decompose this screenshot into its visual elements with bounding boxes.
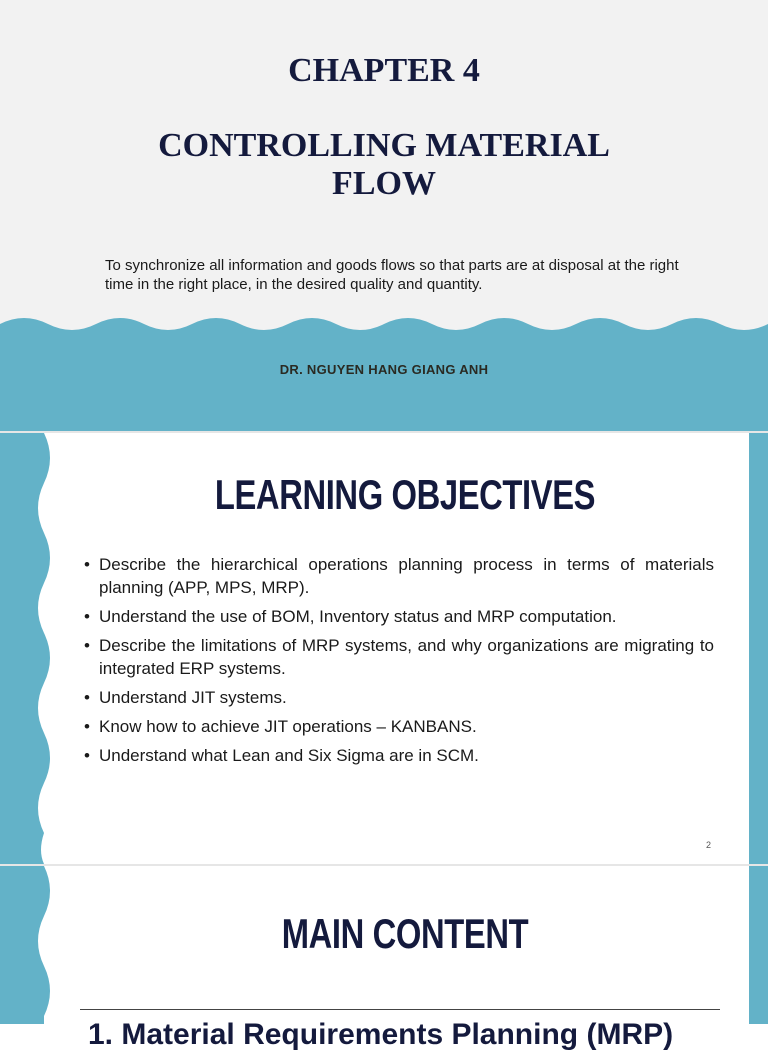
title-slide [0,0,768,431]
chapter-title-line1: CONTROLLING MATERIAL [158,127,610,164]
objectives-slide [0,433,768,864]
list-item [84,634,714,680]
objective-text: Understand JIT systems. [99,688,287,707]
chapter-title-line2: FLOW [332,165,436,202]
objective-text: Know how to achieve JIT operations – KANBANS. [99,717,477,736]
objective-text: Understand the use of BOM, Inventory status and MRP computation. [99,607,617,626]
bullet-icon: • [84,746,90,765]
list-item [84,605,714,628]
chapter-subtitle: To synchronize all information and goods flows so that parts are at disposal at the right time in the right place, in the desired quality and quantity. [105,257,679,293]
list-item [84,744,714,767]
list-item [84,553,714,599]
bullet-icon: • [84,555,90,574]
side-wave-decoration [0,866,60,1024]
objective-text: Describe the limitations of MRP systems, and why organizations are migrating to integrated ERP systems. [99,636,714,678]
heading-rule [80,1009,720,1010]
objective-text: Describe the hierarchical operations planning process in terms of materials planning (APP, MPS, MRP). [99,555,714,597]
bullet-icon: • [84,607,90,626]
objective-text: Understand what Lean and Six Sigma are in SCM. [99,746,479,765]
list-item [84,715,714,738]
objectives-heading: LEARNING OBJECTIVES [214,471,596,518]
bullet-icon: • [84,636,90,655]
right-accent-strip [749,866,768,1024]
side-wave-decoration [0,433,60,864]
list-item [84,686,714,709]
bullet-icon: • [84,717,90,736]
main-content-heading: MAIN CONTENT [281,910,529,957]
main-content-slide [0,866,768,1051]
page-number: 2 [706,840,712,850]
objectives-list [84,553,714,773]
author-name: DR. NGUYEN HANG GIANG ANH [279,362,489,377]
bullet-icon: • [84,688,90,707]
chapter-label: CHAPTER 4 [288,52,480,89]
content-item-cutoff: 1. Material Requirements Planning (MRP) [88,1018,674,1051]
right-accent-strip [749,433,768,864]
